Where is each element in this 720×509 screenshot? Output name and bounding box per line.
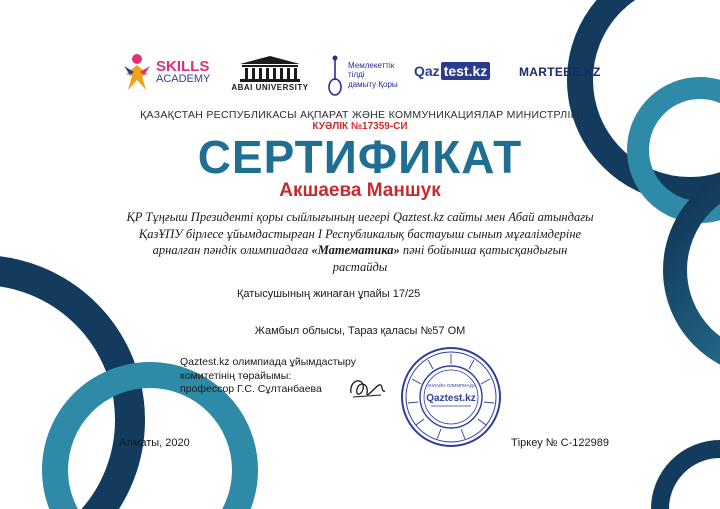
skills-academy-logo	[122, 52, 210, 92]
committee-line-1: Qaztest.kz олимпиада ұйымдастыру	[180, 356, 357, 368]
abai-university-logo	[228, 54, 312, 92]
recipient-name: Акшаева Маншук	[279, 180, 441, 201]
ring-bottom-right	[660, 449, 720, 509]
building-icon	[234, 54, 306, 82]
qaztest-logo	[414, 62, 490, 80]
skills-academy-icon	[122, 52, 152, 92]
certificate-title: СЕРТИФИКАТ	[197, 131, 523, 183]
language-fund-line-1: Мемлекеттік	[348, 61, 395, 71]
stamp-top-text: ОНЛАЙН ОЛИМПИАДА	[426, 383, 476, 388]
stamp-center-text: Qaztest.kz	[426, 393, 476, 404]
license-number: КУӘЛІК №17359-СИ	[312, 121, 408, 132]
certificate-body	[125, 209, 595, 275]
ministry-heading: ҚАЗАҚСТАН РЕСПУБЛИКАСЫ АҚПАРАТ ЖӘНЕ КОММУНИКАЦИЯЛАР МИНИСТРЛІГІ	[140, 109, 580, 121]
language-fund-line-2: тілді	[348, 70, 365, 80]
language-fund-logo	[328, 54, 398, 96]
committee-line-3: профессор Г.С. Сұлтанбаева	[180, 383, 322, 395]
registration-number: Тіркеу № С-122989	[511, 437, 609, 449]
committee-line-2: комитетінің төрайымы:	[180, 369, 292, 382]
score-line	[237, 288, 420, 300]
body-text-part-1: ҚР Тұңғыш Президенті қоры сыйлығының иегері Qaztest.kz сайты мен Абай атындағы ҚазҰПУ бірлесе ұйымдастырған І Республикалық бастауыш сынып мұғалімдеріне арналған пәндік олимпиадаға	[126, 210, 594, 257]
score-label: Қатысушының жинаған ұпайы	[237, 288, 390, 300]
body-text-part-2: пәні бойынша қатысқандығын растайды	[332, 243, 568, 274]
score-value: 17/25	[392, 288, 421, 300]
qaztest-logo-prefix: Qaz	[414, 63, 440, 79]
school-name: Жамбыл облысы, Тараз қаласы №57 ОМ	[254, 325, 466, 337]
skills-logo-sub: ACADEMY	[156, 73, 211, 85]
skills-logo-main: SKILLS	[156, 58, 210, 75]
issue-place-date: Алматы, 2020	[119, 437, 190, 449]
signature-icon	[345, 371, 387, 405]
official-stamp	[399, 345, 503, 449]
dombra-icon	[328, 54, 342, 96]
language-fund-line-3: дамыту Қоры	[348, 79, 398, 89]
martebe-logo: MARTEBE.KZ	[519, 65, 601, 79]
abai-logo-text: ABAI UNIVERSITY	[231, 83, 309, 92]
subject-name: «Математика»	[311, 243, 400, 257]
qaztest-logo-box: test.kz	[441, 62, 491, 80]
logo-strip	[0, 50, 720, 100]
